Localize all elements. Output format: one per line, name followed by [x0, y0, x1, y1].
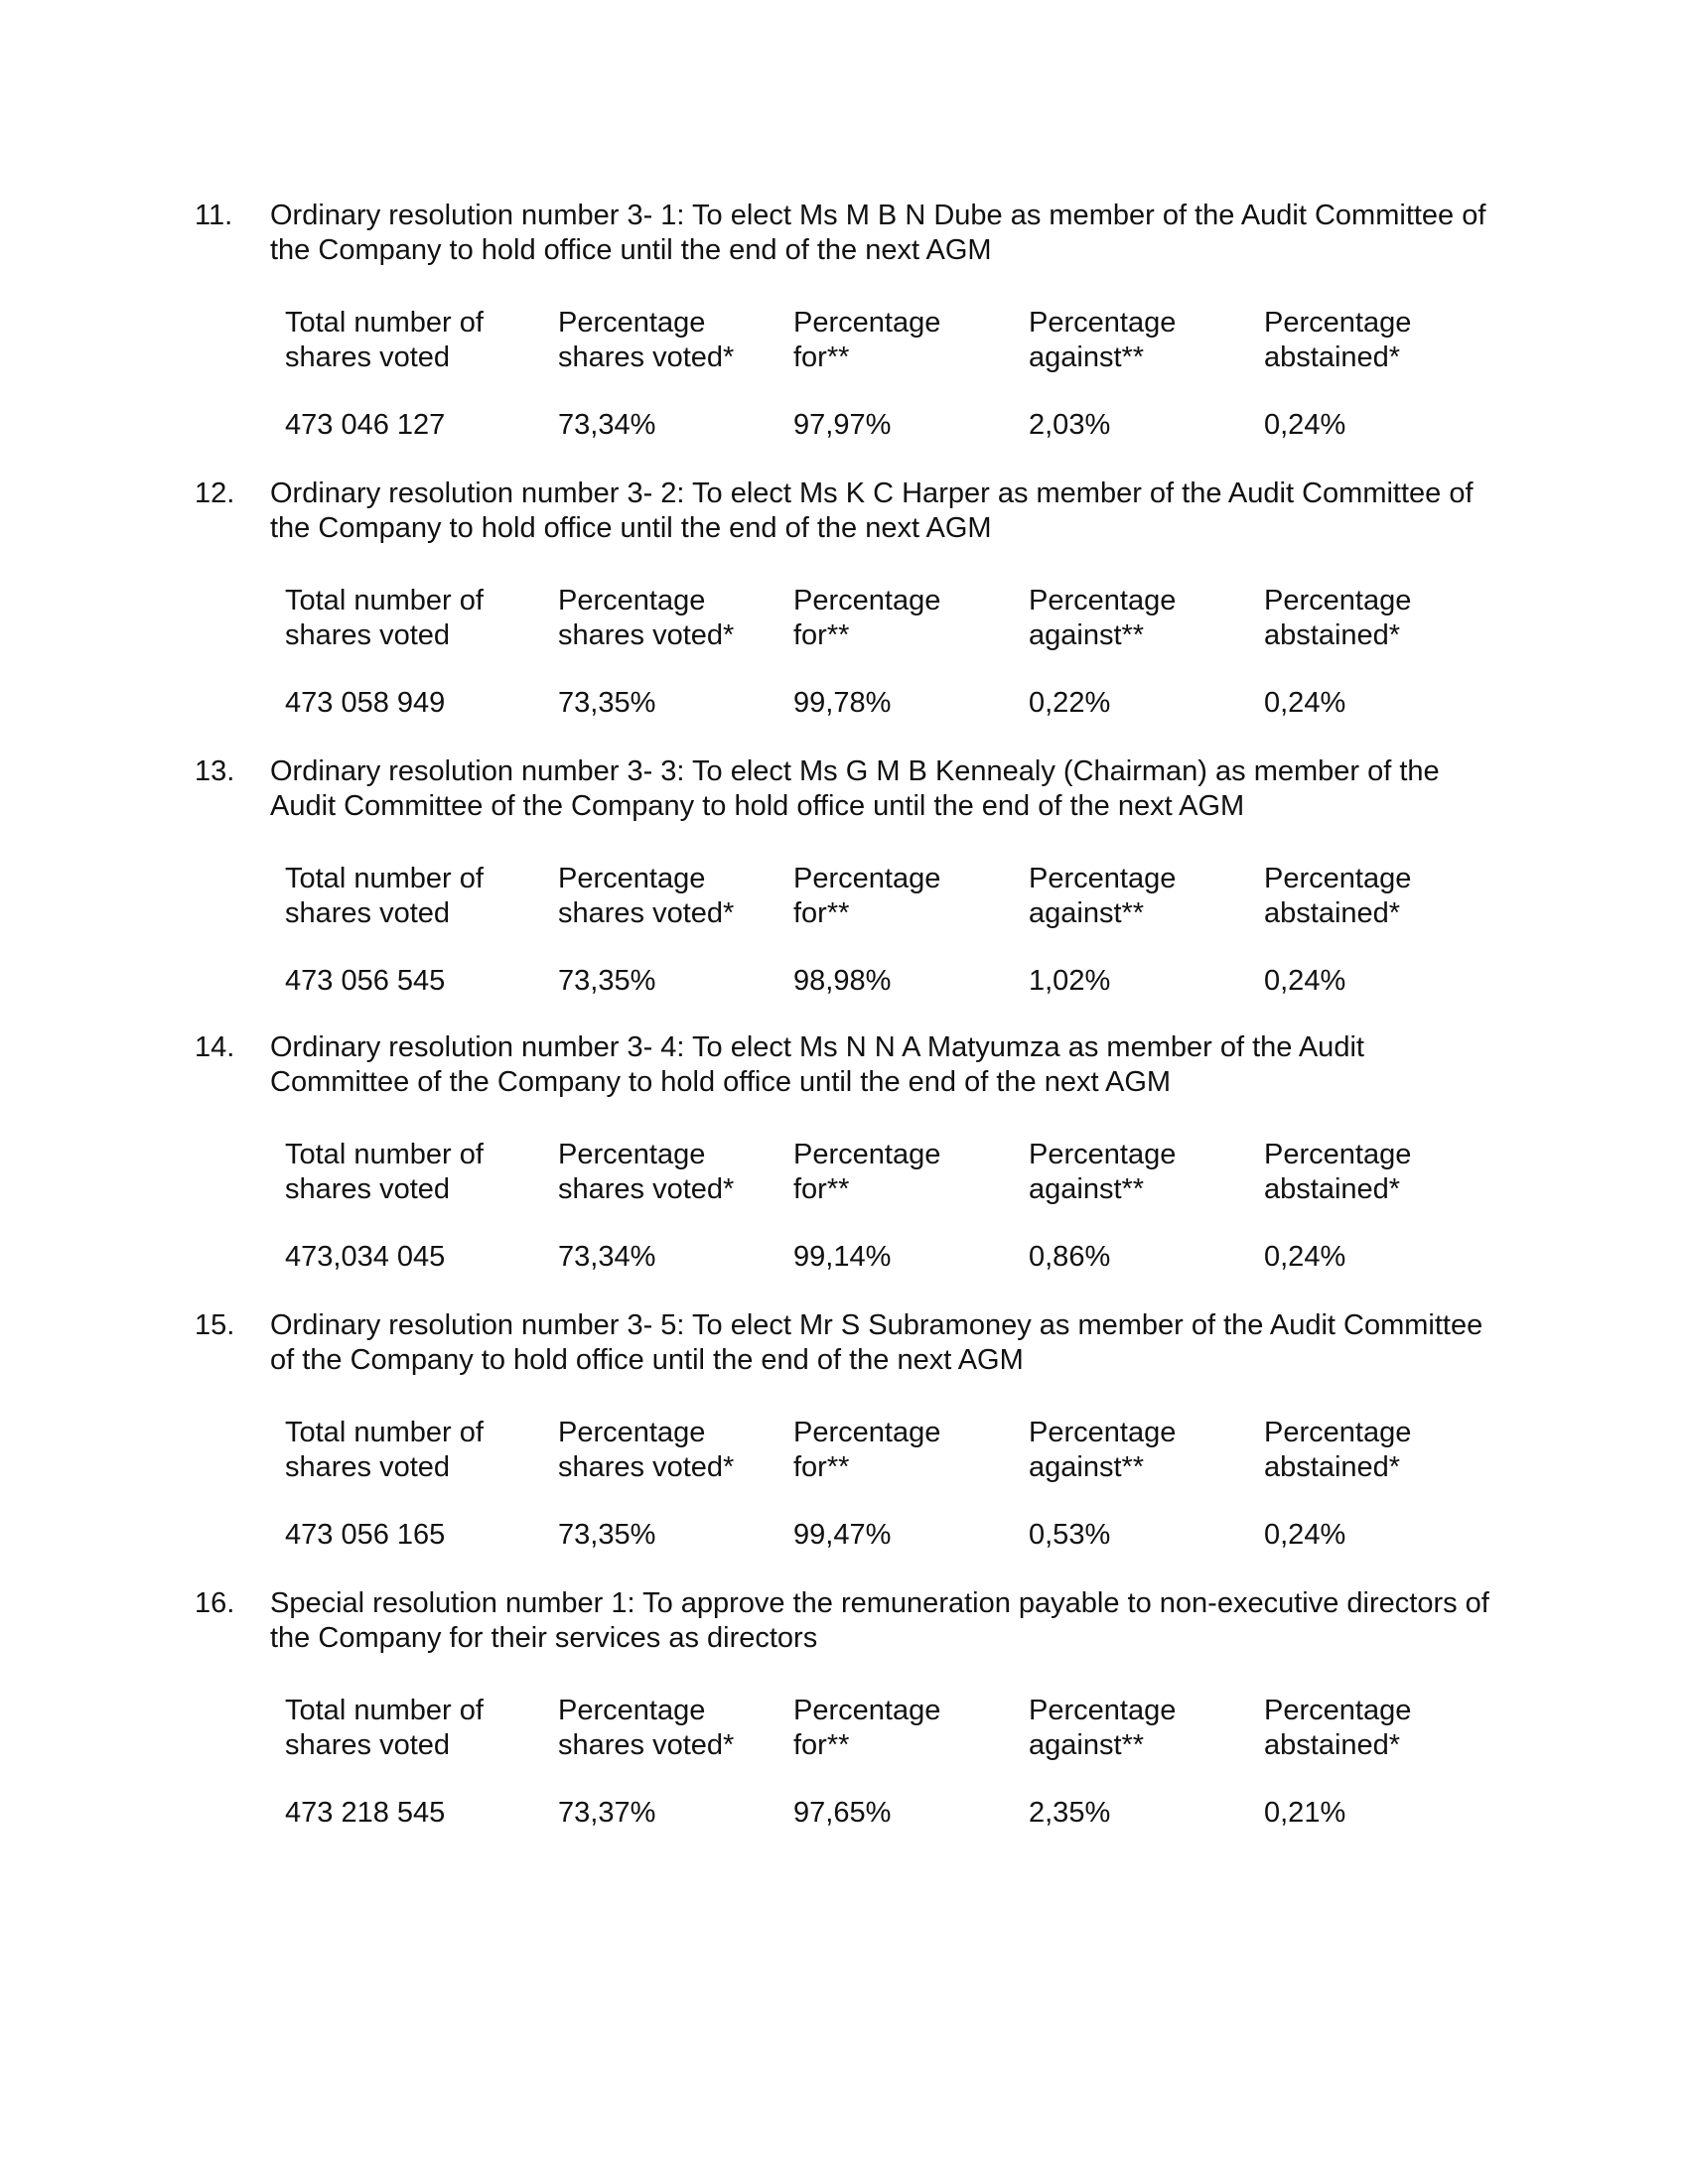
header-total-shares: Total number of shares voted [285, 1139, 484, 1205]
value-pct-against: 2,35% [1029, 1797, 1111, 1829]
header-pct-abstained: Percentage abstained* [1264, 1139, 1412, 1205]
header-pct-abstained: Percentage abstained* [1264, 863, 1412, 929]
header-total-shares: Total number of shares voted [285, 1417, 484, 1483]
resolution-title: Ordinary resolution number 3- 5: To elect Mr S Subramoney as member of the Audit Committee of the Company to hold office until the end of the next AGM [270, 1309, 1483, 1376]
value-pct-voted: 73,35% [558, 965, 656, 997]
header-pct-abstained: Percentage abstained* [1264, 1417, 1412, 1483]
value-pct-voted: 73,34% [558, 1241, 656, 1273]
header-pct-for: Percentage for** [793, 585, 941, 651]
header-pct-against: Percentage against** [1029, 585, 1177, 651]
value-total-shares: 473 046 127 [285, 409, 446, 441]
resolution-number: 13. [195, 755, 235, 787]
header-total-shares: Total number of shares voted [285, 1695, 484, 1761]
value-pct-abstained: 0,24% [1264, 1519, 1346, 1551]
header-pct-abstained: Percentage abstained* [1264, 1695, 1412, 1761]
resolution-title: Ordinary resolution number 3- 3: To elect Ms G M B Kennealy (Chairman) as member of the Audit Committee of the Company to hold office until the end of the next AGM [270, 755, 1440, 822]
header-pct-against: Percentage against** [1029, 1695, 1177, 1761]
value-pct-for: 97,97% [793, 409, 892, 441]
value-pct-abstained: 0,24% [1264, 409, 1346, 441]
header-pct-against: Percentage against** [1029, 1417, 1177, 1483]
value-pct-for: 98,98% [793, 965, 892, 997]
header-pct-for: Percentage for** [793, 863, 941, 929]
value-pct-for: 99,47% [793, 1519, 892, 1551]
header-pct-against: Percentage against** [1029, 307, 1177, 373]
header-total-shares: Total number of shares voted [285, 585, 484, 651]
value-pct-voted: 73,35% [558, 1519, 656, 1551]
header-pct-for: Percentage for** [793, 307, 941, 373]
value-total-shares: 473 056 545 [285, 965, 446, 997]
value-pct-abstained: 0,24% [1264, 1241, 1346, 1273]
value-pct-voted: 73,35% [558, 687, 656, 719]
value-total-shares: 473 218 545 [285, 1797, 446, 1829]
value-pct-against: 1,02% [1029, 965, 1111, 997]
value-pct-voted: 73,34% [558, 409, 656, 441]
header-pct-abstained: Percentage abstained* [1264, 585, 1412, 651]
value-pct-against: 0,22% [1029, 687, 1111, 719]
value-pct-against: 0,53% [1029, 1519, 1111, 1551]
value-pct-against: 2,03% [1029, 409, 1111, 441]
value-pct-abstained: 0,21% [1264, 1797, 1346, 1829]
value-total-shares: 473 058 949 [285, 687, 446, 719]
header-pct-voted: Percentage shares voted* [558, 1417, 735, 1483]
resolution-title: Special resolution number 1: To approve the remuneration payable to non-executive directors of the Company for their services as directors [270, 1587, 1489, 1654]
header-total-shares: Total number of shares voted [285, 307, 484, 373]
resolution-number: 16. [195, 1587, 235, 1619]
value-pct-for: 97,65% [793, 1797, 892, 1829]
resolution-number: 15. [195, 1309, 235, 1341]
header-pct-voted: Percentage shares voted* [558, 1695, 735, 1761]
header-total-shares: Total number of shares voted [285, 863, 484, 929]
value-pct-voted: 73,37% [558, 1797, 656, 1829]
resolution-title: Ordinary resolution number 3- 1: To elect Ms M B N Dube as member of the Audit Committee of the Company to hold office until the end of the next AGM [270, 200, 1486, 266]
header-pct-for: Percentage for** [793, 1695, 941, 1761]
value-pct-abstained: 0,24% [1264, 687, 1346, 719]
header-pct-voted: Percentage shares voted* [558, 1139, 735, 1205]
header-pct-voted: Percentage shares voted* [558, 307, 735, 373]
value-pct-against: 0,86% [1029, 1241, 1111, 1273]
header-pct-for: Percentage for** [793, 1417, 941, 1483]
header-pct-against: Percentage against** [1029, 1139, 1177, 1205]
header-pct-voted: Percentage shares voted* [558, 585, 735, 651]
value-total-shares: 473,034 045 [285, 1241, 446, 1273]
resolution-number: 12. [195, 478, 235, 509]
value-pct-for: 99,78% [793, 687, 892, 719]
resolution-number: 14. [195, 1031, 235, 1063]
resolution-title: Ordinary resolution number 3- 4: To elect Ms N N A Matyumza as member of the Audit Committee of the Company to hold office until the end of the next AGM [270, 1031, 1364, 1098]
value-pct-abstained: 0,24% [1264, 965, 1346, 997]
header-pct-for: Percentage for** [793, 1139, 941, 1205]
value-pct-for: 99,14% [793, 1241, 892, 1273]
resolution-title: Ordinary resolution number 3- 2: To elect Ms K C Harper as member of the Audit Committee of the Company to hold office until the end of the next AGM [270, 478, 1474, 544]
header-pct-against: Percentage against** [1029, 863, 1177, 929]
header-pct-abstained: Percentage abstained* [1264, 307, 1412, 373]
header-pct-voted: Percentage shares voted* [558, 863, 735, 929]
resolution-number: 11. [195, 200, 233, 231]
value-total-shares: 473 056 165 [285, 1519, 446, 1551]
